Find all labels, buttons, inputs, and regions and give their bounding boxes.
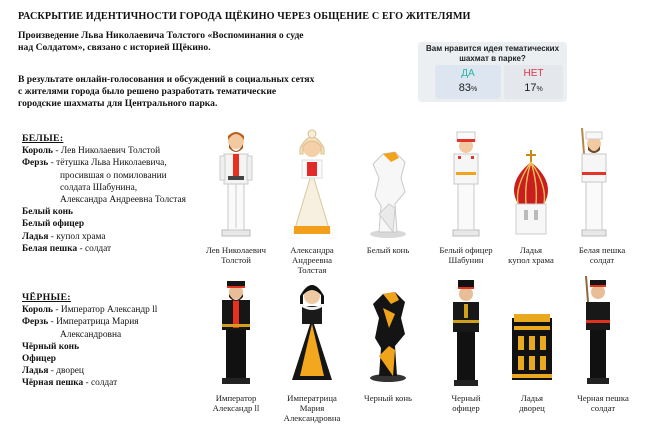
caption-white-queen: Александра Андреевна Толстая [290, 245, 334, 275]
white-king-value: Лев Николаевич Толстой [60, 146, 161, 157]
black-pawn-label: Чёрная пешка [22, 378, 84, 389]
black-knight-figure [365, 288, 411, 384]
white-rook-label: Ладья [22, 231, 49, 242]
black-bishop-figure [446, 276, 486, 388]
caption-black-knight: Черный конь [364, 393, 412, 403]
poll-yes-label: ДА [461, 68, 475, 79]
white-knight-label: Белый конь [22, 207, 74, 218]
black-rook-label: Ладья [22, 366, 49, 377]
white-queen-figure [286, 128, 338, 240]
white-queen-line2: просившая о помиловании [60, 170, 167, 181]
caption-white-bishop: Белый офицер Шабунин [439, 245, 493, 265]
black-knight-label: Чёрный конь [22, 341, 80, 352]
page-title: РАСКРЫТИЕ ИДЕНТИЧНОСТИ ГОРОДА ЩЁКИНО ЧЕРЕЗ ОБЩЕНИЕ С ЕГО ЖИТЕЛЯМИ [18, 11, 471, 22]
black-queen-figure [286, 278, 338, 386]
white-rook-value: купол храма [56, 231, 106, 242]
caption-white-knight: Белый конь [366, 245, 410, 255]
white-queen-line1: тётушка Льва Николаевича, [56, 158, 167, 169]
poll-question: Вам нравится идея тематических шахмат в парке? [425, 44, 560, 63]
caption-black-rook: Ладья дворец [519, 393, 545, 413]
caption-black-bishop: Черный офицер [451, 393, 481, 413]
white-pawn-label: Белая пешка [22, 243, 78, 254]
white-heading: БЕЛЫЕ: [22, 133, 64, 144]
caption-black-king: Император Александр ll [212, 393, 260, 413]
black-pawn-value: солдат [91, 378, 118, 389]
black-bishop-label: Офицер [22, 354, 56, 365]
white-king-label: Король [22, 146, 54, 157]
black-king-figure [214, 278, 258, 386]
poll-no-percent: % [536, 86, 543, 93]
white-bishop-figure [444, 128, 488, 240]
intro-text: Произведение Льва Николаевича Толстого «Воспоминания о суде над Солдатом», связано с историей Щёкино. [18, 30, 304, 54]
black-king-label: Король [22, 305, 54, 316]
black-rook-value: дворец [56, 366, 84, 377]
black-rook-figure [510, 312, 554, 384]
black-queen-line2: Александровна [60, 329, 122, 340]
summary-text: В результате онлайн-голосования и обсуждений в социальных сетях с жителями города было решено разработать тематические городские шахматы для Центрального парка. [18, 74, 315, 110]
poll-no-value: 17 [524, 82, 537, 94]
white-knight-figure [365, 148, 411, 240]
black-legend: ЧЁРНЫЕ: Король - Император Александр ll Ферзь - Императрица Мария Александровна Чёрный конь Офицер Ладья - дворец Чёрная пешка - солдат [22, 292, 158, 389]
poll-no-label: НЕТ [523, 68, 544, 79]
black-heading: ЧЁРНЫЕ: [22, 292, 71, 303]
poll-yes-percent: % [471, 86, 478, 93]
poll-no-option [504, 65, 563, 99]
white-pawn-value: солдат [84, 243, 112, 254]
white-legend: БЕЛЫЕ: Король - Лев Николаевич Толстой Ферзь - тётушка Льва Николаевича, просившая о помиловании солдата Шабунина, Александра Андреевна Толстая Белый конь Белый офицер Ладья - купол храма Белая пешка - солдат [22, 133, 186, 254]
white-queen-line4: Александра Андреевна Толстая [60, 195, 186, 206]
white-queen-label: Ферзь [22, 158, 49, 169]
black-queen-label: Ферзь [22, 317, 49, 328]
black-queen-line1: Императрица Мария [56, 317, 139, 328]
caption-white-rook: Ладья купол храма [508, 245, 554, 265]
white-bishop-label: Белый офицер [22, 219, 85, 230]
white-rook-figure [508, 148, 554, 240]
white-pawn-figure [576, 126, 612, 240]
black-pawn-figure [582, 274, 614, 388]
poll-yes-value: 83 [458, 82, 471, 94]
caption-white-king: Лев Николаевич Толстой [205, 245, 267, 265]
white-king-figure [214, 128, 258, 240]
poll-yes-option [435, 65, 501, 99]
caption-white-pawn: Белая пешка солдат [578, 245, 626, 265]
poll-card [418, 42, 567, 102]
white-queen-line3: солдата Шабунина, [60, 182, 138, 193]
black-king-value: Император Александр ll [60, 305, 158, 316]
caption-black-queen: Императрица Мария Александровна [283, 393, 341, 423]
caption-black-pawn: Черная пешка солдат [577, 393, 629, 413]
